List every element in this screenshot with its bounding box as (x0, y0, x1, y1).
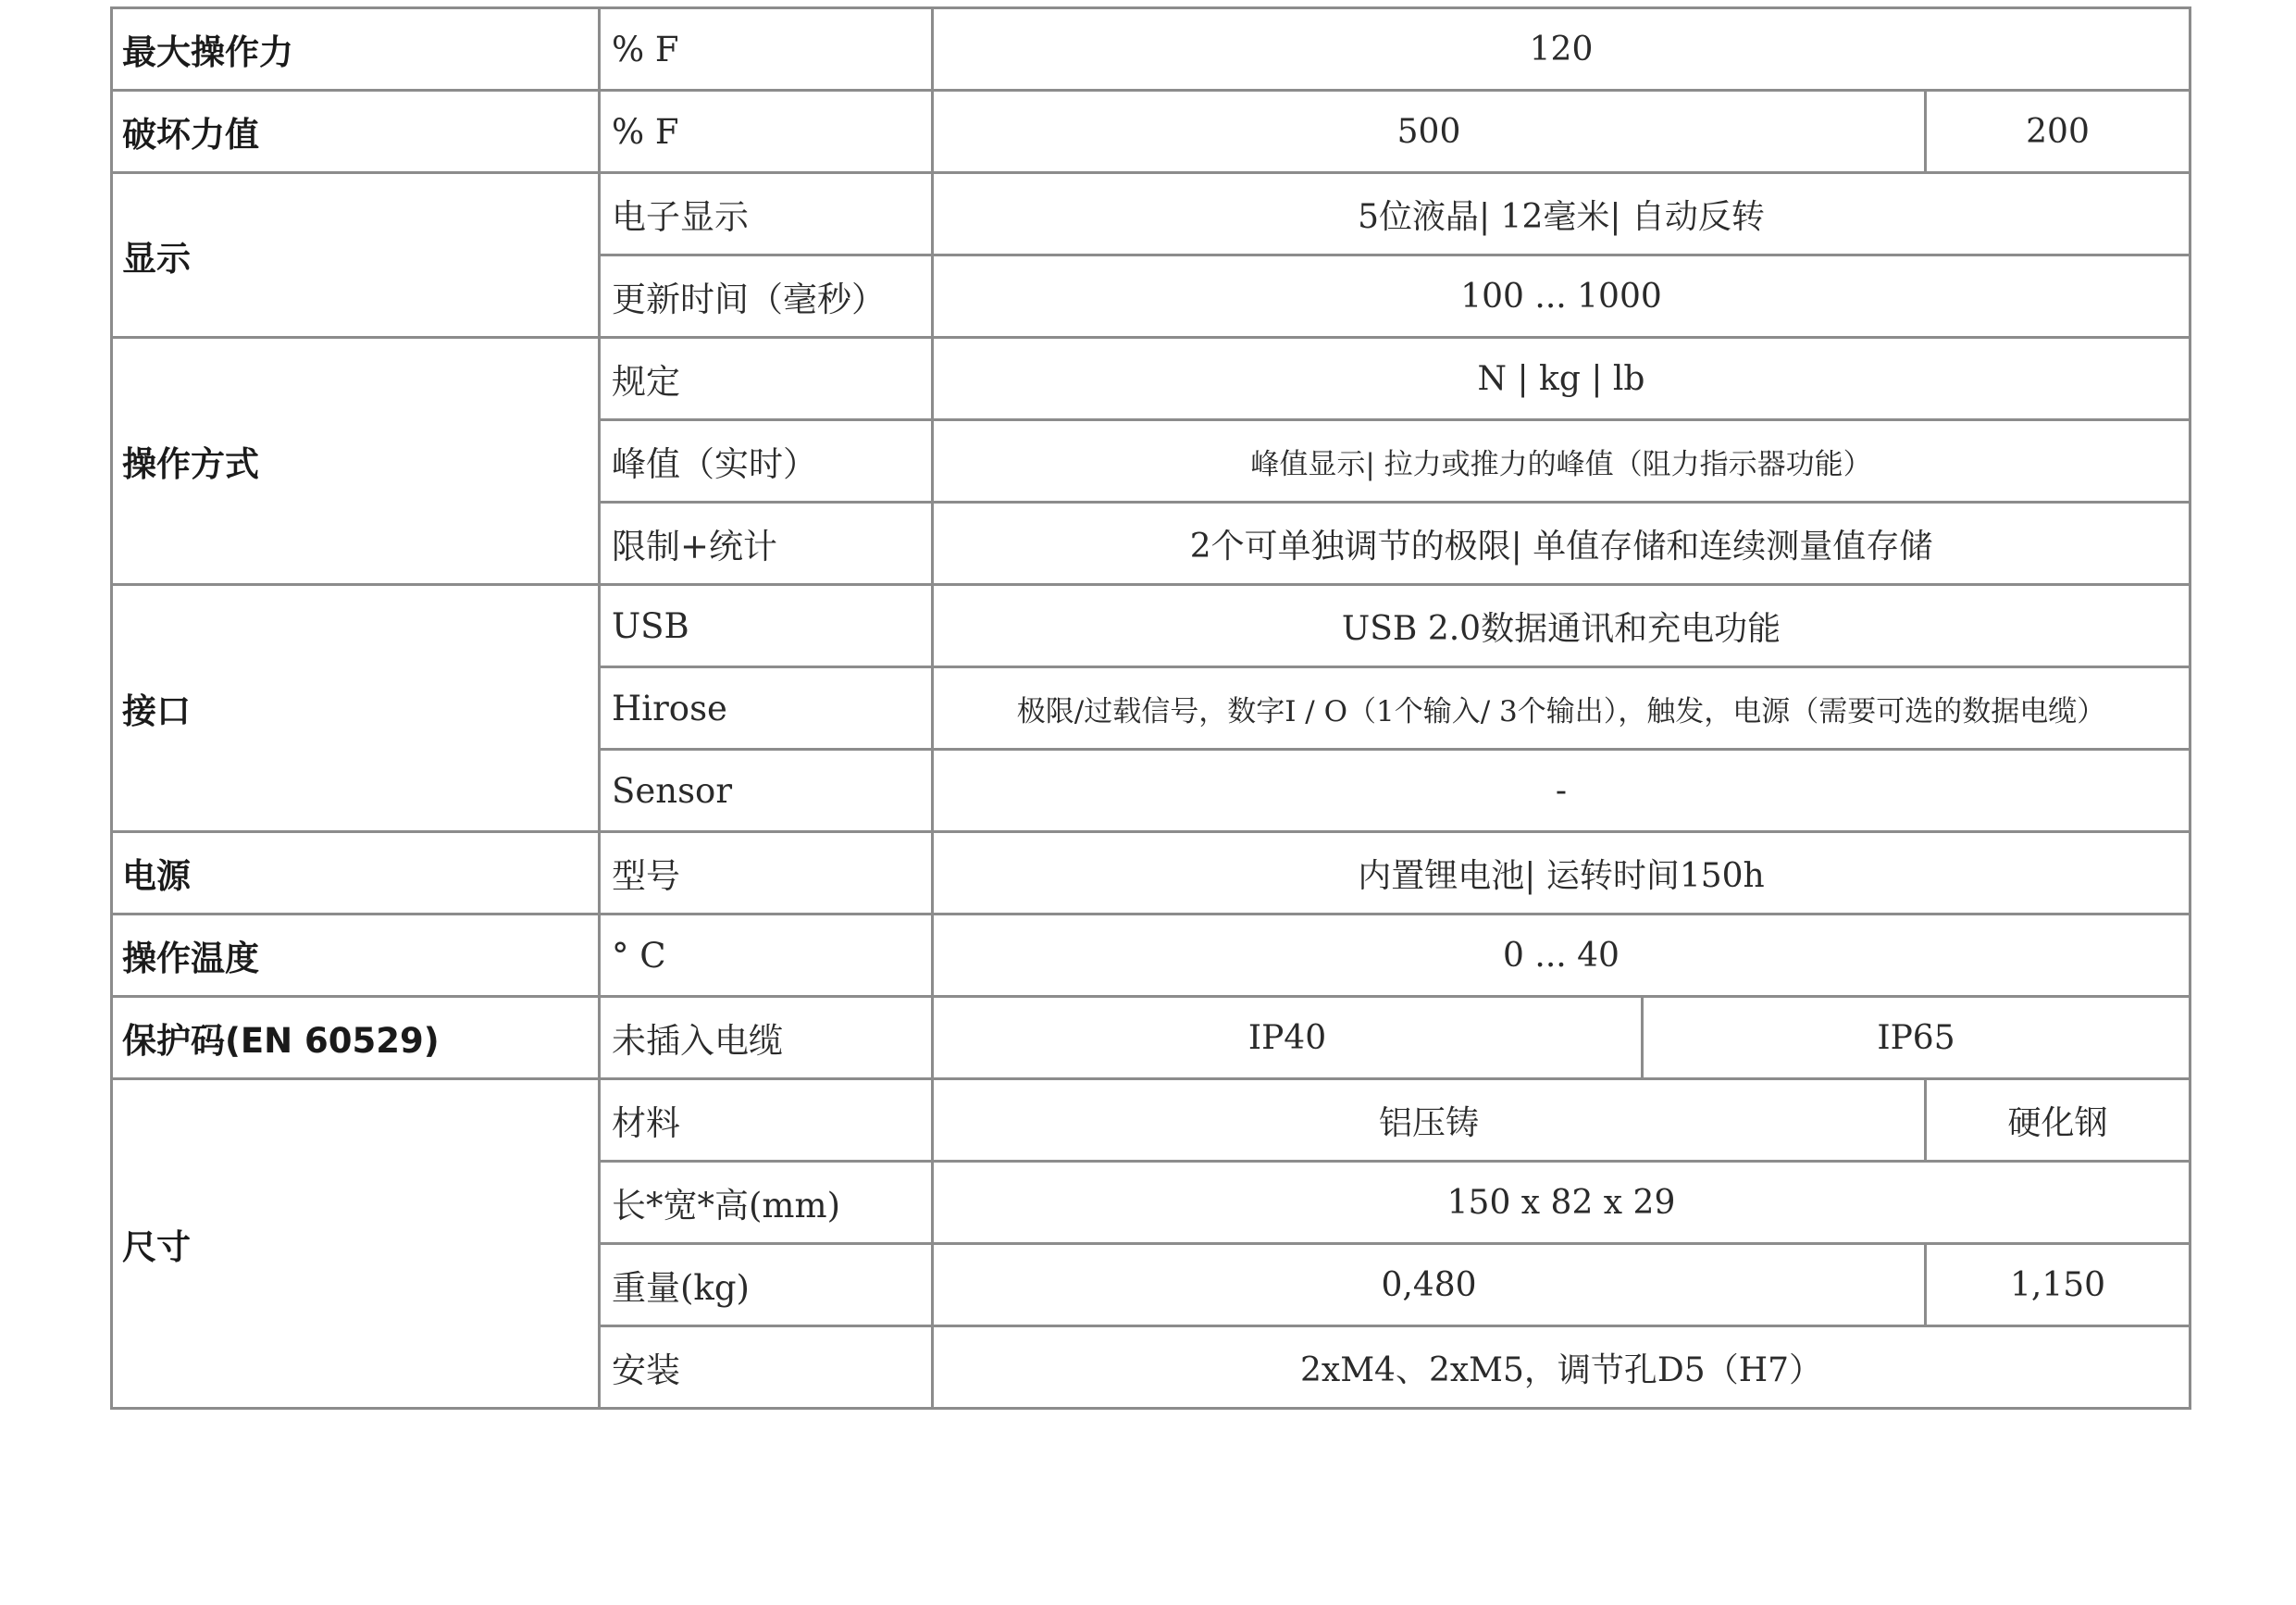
spec-table (110, 6, 2191, 1410)
value-operation-limits: 2个可单独调节的极限| 单值存储和连续测量值存储 (933, 503, 2191, 585)
row-max-force (112, 8, 2191, 91)
value-interface-sensor: - (933, 750, 2191, 832)
row-dimensions-material (112, 1079, 2191, 1162)
value-dimensions-material-a: 铝压铸 (933, 1079, 1926, 1162)
value-power-type: 内置锂电池| 运转时间150h (933, 832, 2191, 914)
category-break-force: 破坏力值 (112, 91, 600, 173)
category-temperature: 操作温度 (112, 914, 600, 997)
param-temperature-unit: ° C (600, 914, 933, 997)
value-max-force: 120 (933, 8, 2191, 91)
param-dimensions-weight: 重量(kg) (600, 1244, 933, 1326)
row-power (112, 832, 2191, 914)
param-max-force-unit: % F (600, 8, 933, 91)
category-protection: 保护码(EN 60529) (112, 997, 600, 1079)
value-display-electronic: 5位液晶| 12毫米| 自动反转 (933, 173, 2191, 255)
param-dimensions-size: 长*宽*高(mm) (600, 1162, 933, 1244)
value-protection-b: IP65 (1643, 997, 2191, 1079)
param-protection: 未插入电缆 (600, 997, 933, 1079)
row-break-force (112, 91, 2191, 173)
category-max-force: 最大操作力 (112, 8, 600, 91)
category-interface: 接口 (112, 585, 600, 832)
row-protection (112, 997, 2191, 1079)
value-dimensions-weight-b: 1,150 (1926, 1244, 2191, 1326)
param-interface-sensor: Sensor (600, 750, 933, 832)
value-interface-hirose: 极限/过载信号，数字I / O（1个输入/ 3个输出），触发，电源（需要可选的数据电缆） (933, 667, 2191, 750)
param-interface-usb: USB (600, 585, 933, 667)
category-display: 显示 (112, 173, 600, 338)
value-break-force-b: 200 (1926, 91, 2191, 173)
param-display-electronic: 电子显示 (600, 173, 933, 255)
param-dimensions-material: 材料 (600, 1079, 933, 1162)
value-dimensions-material-b: 硬化钢 (1926, 1079, 2191, 1162)
param-operation-limits: 限制+统计 (600, 503, 933, 585)
value-dimensions-mounting: 2xM4、2xM5，调节孔D5（H7） (933, 1326, 2191, 1409)
param-operation-peak: 峰值（实时） (600, 420, 933, 503)
value-operation-units: N | kg | lb (933, 338, 2191, 420)
value-temperature: 0 ... 40 (933, 914, 2191, 997)
value-dimensions-weight-a: 0,480 (933, 1244, 1926, 1326)
category-power: 电源 (112, 832, 600, 914)
row-temperature (112, 914, 2191, 997)
param-dimensions-mounting: 安装 (600, 1326, 933, 1409)
category-operation: 操作方式 (112, 338, 600, 585)
row-operation-units (112, 338, 2191, 420)
value-interface-usb: USB 2.0数据通讯和充电功能 (933, 585, 2191, 667)
row-interface-usb (112, 585, 2191, 667)
param-operation-units: 规定 (600, 338, 933, 420)
param-power-type: 型号 (600, 832, 933, 914)
value-display-refresh: 100 ... 1000 (933, 255, 2191, 338)
param-break-force-unit: % F (600, 91, 933, 173)
value-break-force-a: 500 (933, 91, 1926, 173)
param-display-refresh: 更新时间（毫秒） (600, 255, 933, 338)
value-dimensions-size: 150 x 82 x 29 (933, 1162, 2191, 1244)
param-interface-hirose: Hirose (600, 667, 933, 750)
row-display-electronic (112, 173, 2191, 255)
category-dimensions: 尺寸 (112, 1079, 600, 1409)
value-protection-a: IP40 (933, 997, 1643, 1079)
value-operation-peak: 峰值显示| 拉力或推力的峰值（阻力指示器功能） (933, 420, 2191, 503)
